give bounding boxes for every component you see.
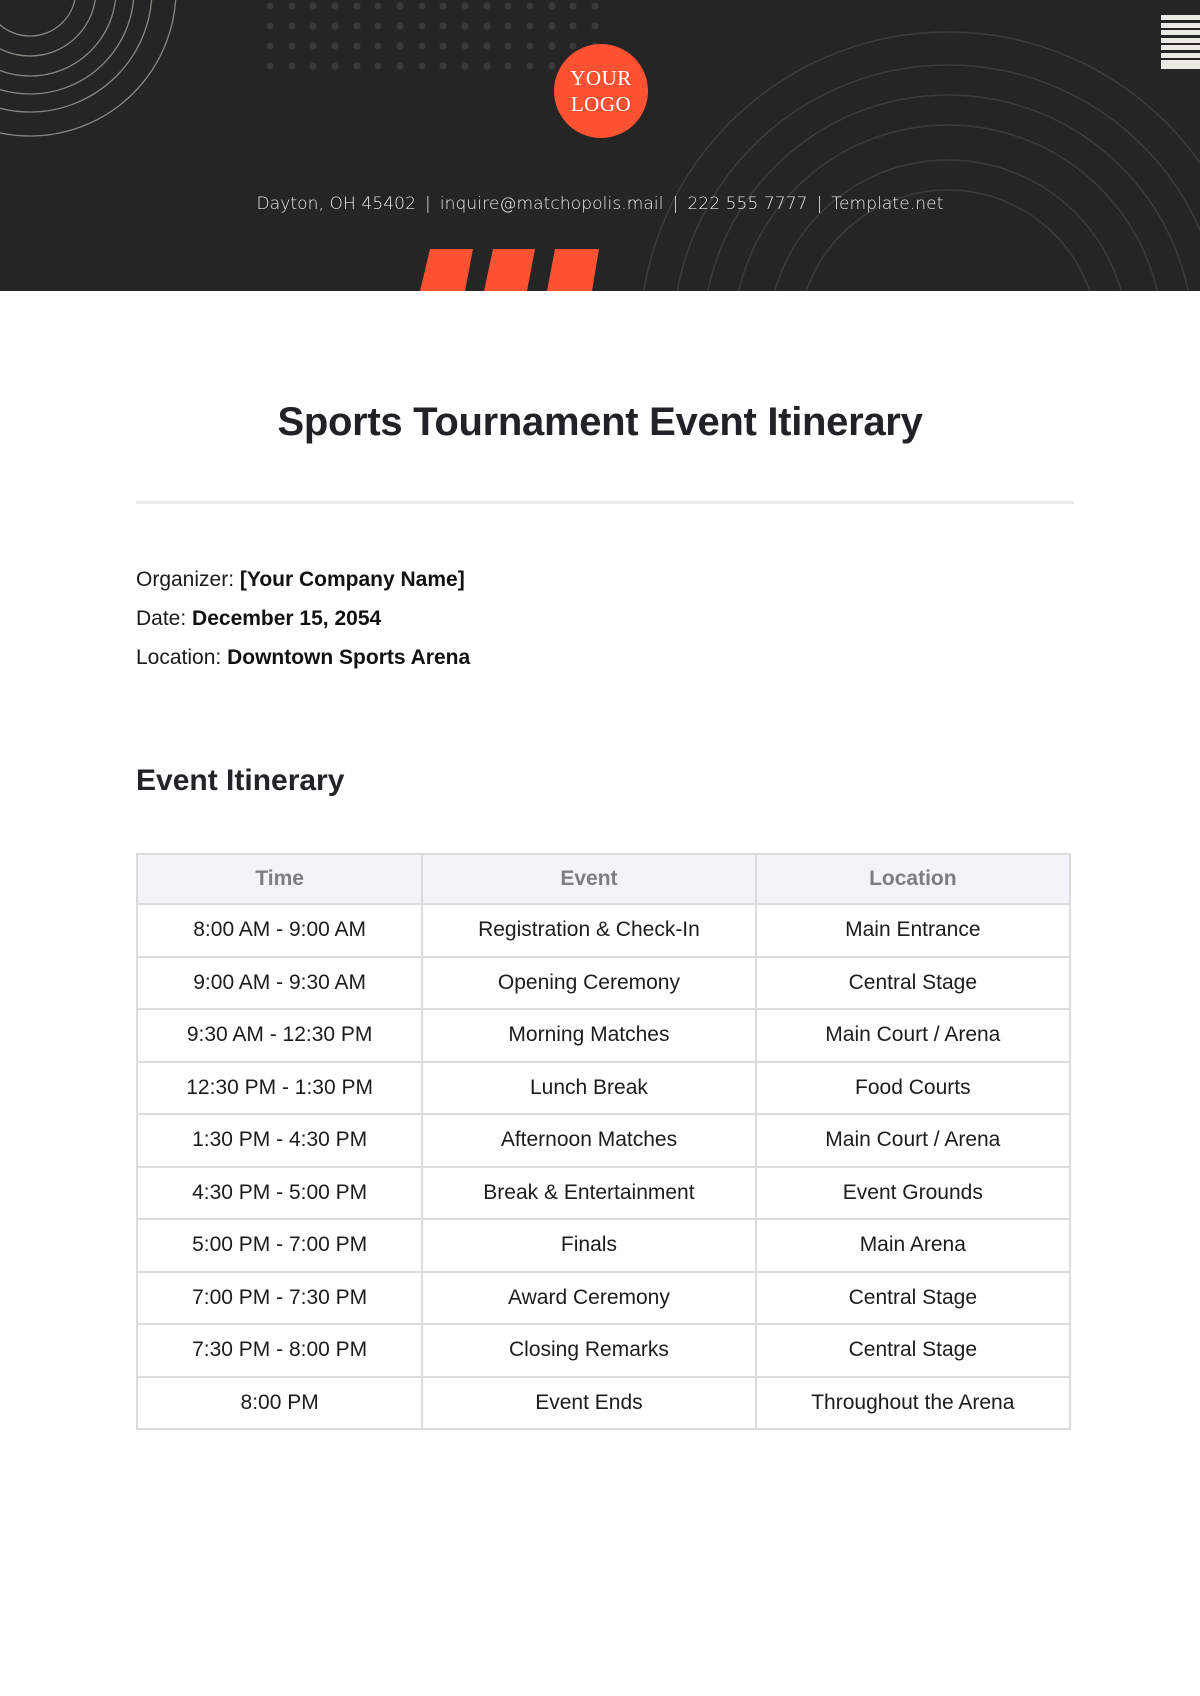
- table-row: [137, 957, 1070, 1010]
- logo-line-1: YOUR: [570, 66, 632, 90]
- website-link[interactable]: Template.net: [831, 194, 944, 214]
- event-cell: Morning Matches: [422, 1009, 755, 1062]
- date-row: [136, 599, 470, 638]
- time-cell: 7:00 PM - 7:30 PM: [137, 1272, 422, 1325]
- event-details: [136, 560, 470, 677]
- event-cell: Break & Entertainment: [422, 1167, 755, 1220]
- event-cell: Closing Remarks: [422, 1324, 755, 1377]
- organizer-label: Organizer:: [136, 568, 235, 591]
- time-cell: 8:00 AM - 9:00 AM: [137, 904, 422, 957]
- location-cell: Throughout the Arena: [756, 1377, 1070, 1430]
- letterhead-banner: [0, 0, 1200, 291]
- column-header-location: Location: [756, 854, 1070, 904]
- table-row: [137, 1114, 1070, 1167]
- separator: |: [672, 194, 679, 214]
- event-cell: Finals: [422, 1219, 755, 1272]
- table-row: [137, 1272, 1070, 1325]
- location-cell: Central Stage: [756, 1324, 1070, 1377]
- table-row: [137, 1377, 1070, 1430]
- concentric-arcs-left: [0, 0, 176, 136]
- table-row: [137, 1167, 1070, 1220]
- event-cell: Opening Ceremony: [422, 957, 755, 1010]
- column-header-event: Event: [422, 854, 755, 904]
- event-cell: Event Ends: [422, 1377, 755, 1430]
- section-title: Event Itinerary: [136, 764, 345, 797]
- event-cell: Award Ceremony: [422, 1272, 755, 1325]
- organizer-value: [Your Company Name]: [239, 568, 465, 591]
- concentric-arcs-right: [640, 32, 1200, 291]
- table-row: [137, 1009, 1070, 1062]
- column-header-time: Time: [137, 854, 422, 904]
- divider: [136, 501, 1074, 504]
- date-label: Date:: [136, 607, 187, 630]
- location-cell: Event Grounds: [756, 1167, 1070, 1220]
- event-cell: Afternoon Matches: [422, 1114, 755, 1167]
- location-cell: Central Stage: [756, 957, 1070, 1010]
- time-cell: 5:00 PM - 7:00 PM: [137, 1219, 422, 1272]
- decorative-lines-icon: [1161, 15, 1200, 72]
- table-row: [137, 1219, 1070, 1272]
- time-cell: 4:30 PM - 5:00 PM: [137, 1167, 422, 1220]
- location-cell: Main Entrance: [756, 904, 1070, 957]
- logo-line-2: LOGO: [570, 92, 632, 116]
- location-cell: Main Court / Arena: [756, 1114, 1070, 1167]
- table-row: [137, 1324, 1070, 1377]
- event-cell: Lunch Break: [422, 1062, 755, 1115]
- location-cell: Food Courts: [756, 1062, 1070, 1115]
- dot-grid: [267, 3, 599, 70]
- separator: |: [816, 194, 823, 214]
- location-row: [136, 638, 470, 677]
- date-value: December 15, 2054: [192, 607, 382, 630]
- time-cell: 9:30 AM - 12:30 PM: [137, 1009, 422, 1062]
- time-cell: 9:00 AM - 9:30 AM: [137, 957, 422, 1010]
- accent-stripes: [420, 249, 600, 291]
- location-cell: Central Stage: [756, 1272, 1070, 1325]
- location-value: Downtown Sports Arena: [227, 646, 471, 669]
- itinerary-table: [136, 853, 1071, 1430]
- organizer-row: [136, 560, 470, 599]
- time-cell: 12:30 PM - 1:30 PM: [137, 1062, 422, 1115]
- table-header-row: [137, 854, 1070, 904]
- address: Dayton, OH 45402: [256, 194, 416, 214]
- event-cell: Registration & Check-In: [422, 904, 755, 957]
- email-link[interactable]: inquire@matchopolis.mail: [439, 194, 664, 214]
- separator: |: [424, 194, 431, 214]
- location-cell: Main Arena: [756, 1219, 1070, 1272]
- location-label: Location:: [136, 646, 222, 669]
- time-cell: 7:30 PM - 8:00 PM: [137, 1324, 422, 1377]
- contact-line: [0, 194, 1200, 214]
- table-row: [137, 904, 1070, 957]
- time-cell: 1:30 PM - 4:30 PM: [137, 1114, 422, 1167]
- location-cell: Main Court / Arena: [756, 1009, 1070, 1062]
- phone-number: 222 555 7777: [687, 194, 808, 214]
- company-logo: [554, 44, 648, 138]
- table-row: [137, 1062, 1070, 1115]
- time-cell: 8:00 PM: [137, 1377, 422, 1430]
- page-title: Sports Tournament Event Itinerary: [277, 400, 923, 444]
